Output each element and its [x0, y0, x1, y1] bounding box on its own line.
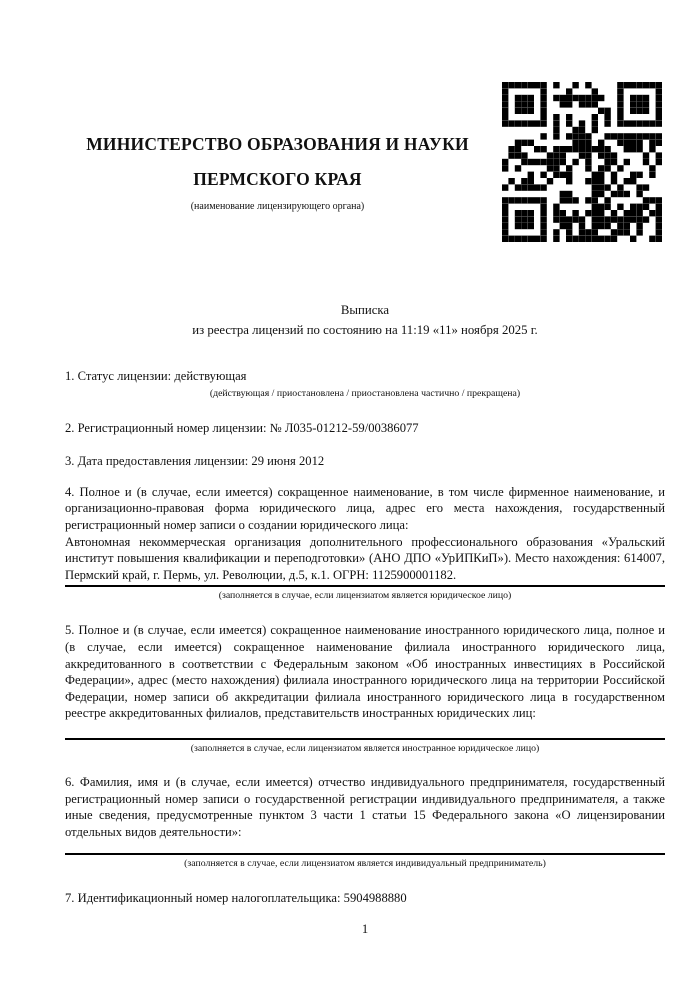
extract-title: Выписка — [340, 303, 390, 317]
item-4-fill-line — [65, 585, 665, 587]
page-number: 1 — [361, 922, 369, 936]
item-6-entrepreneur-block — [65, 774, 665, 870]
item-5-caption: (заполняется в случае, если лицензиатом является иностранное юридическое лицо) — [190, 742, 540, 754]
item-6-fill-line — [65, 853, 665, 855]
extract-body — [65, 368, 665, 907]
item-4-legal-entity-block — [65, 484, 665, 603]
document-header — [65, 127, 490, 213]
ministry-name-line2: ПЕРМСКОГО КРАЯ — [193, 169, 362, 189]
extract-title-block — [65, 300, 665, 340]
item-5-foreign-entity-block — [65, 622, 665, 755]
extract-subtitle: из реестра лицензий по состоянию на 11:19 «11» ноября 2025 г. — [192, 323, 538, 337]
item-7-taxpayer-number: 7. Идентификационный номер налогоплательщика: 5904988880 — [65, 891, 407, 906]
item-4-caption: (заполняется в случае, если лицензиатом является юридическое лицо) — [218, 590, 512, 602]
item-2-registration-number: 2. Регистрационный номер лицензии: № Л035-01212-59/00386077 — [65, 420, 419, 435]
item-3-grant-date: 3. Дата предоставления лицензии: 29 июня 2012 — [65, 454, 325, 469]
item-5-label: 5. Полное и (в случае, если имеется) сокращенное наименование иностранного юридического лица, полное и (в случае, если имеется) сокращенное наименование филиала иностранного юридического лица, аккредитованного в соответствии с Федеральным законом «Об иностранных инвестициях в Российской Федерации», адрес (место нахождения) филиала иностранного юридического лица на территории Российской Федерации, номер записи об аккредитации филиала иностранного юридического лица в государственном реестре аккредитованных филиалов, представительств иностранных юридических лиц: — [65, 623, 665, 721]
item-1-caption: (действующая / приостановлена / приостановлена частично / прекращена) — [209, 387, 521, 399]
qr-code-icon — [502, 82, 662, 242]
item-6-label: 6. Фамилия, имя и (в случае, если имеется) отчество индивидуального предпринимателя, государственный регистрационный номер записи о государственной регистрации индивидуального предпринимателя, а также иные сведения, предусмотренные пунктом 3 части 1 статьи 15 Федерального закона «О лицензировании отдельных видов деятельности»: — [65, 774, 665, 839]
ministry-name — [65, 127, 490, 197]
item-6-caption: (заполняется в случае, если лицензиатом является индивидуальный предприниматель) — [184, 858, 546, 870]
item-4-label: 4. Полное и (в случае, если имеется) сокращенное наименование, в том числе фирменное наименование, и организационно-правовая форма юридического лица, адрес его места нахождения, государственный регистрационный номер записи о создании юридического лица: — [65, 484, 665, 532]
item-4-value: Автономная некоммерческая организация дополнительного профессионального образования «Уральский институт повышения квалификации и переподготовки» (АНО ДПО «УрИПКиП»). Место нахождения: 614007, Пермский край, г. Пермь, ул. Революции, д.5, к.1. ОГРН: 1125900001182. — [65, 534, 665, 582]
item-5-fill-line — [65, 738, 665, 740]
item-1-license-status: 1. Статус лицензии: действующая — [65, 369, 247, 383]
ministry-caption: (наименование лицензирующего органа) — [190, 201, 365, 212]
ministry-name-line1: МИНИСТЕРСТВО ОБРАЗОВАНИЯ И НАУКИ — [86, 134, 469, 154]
